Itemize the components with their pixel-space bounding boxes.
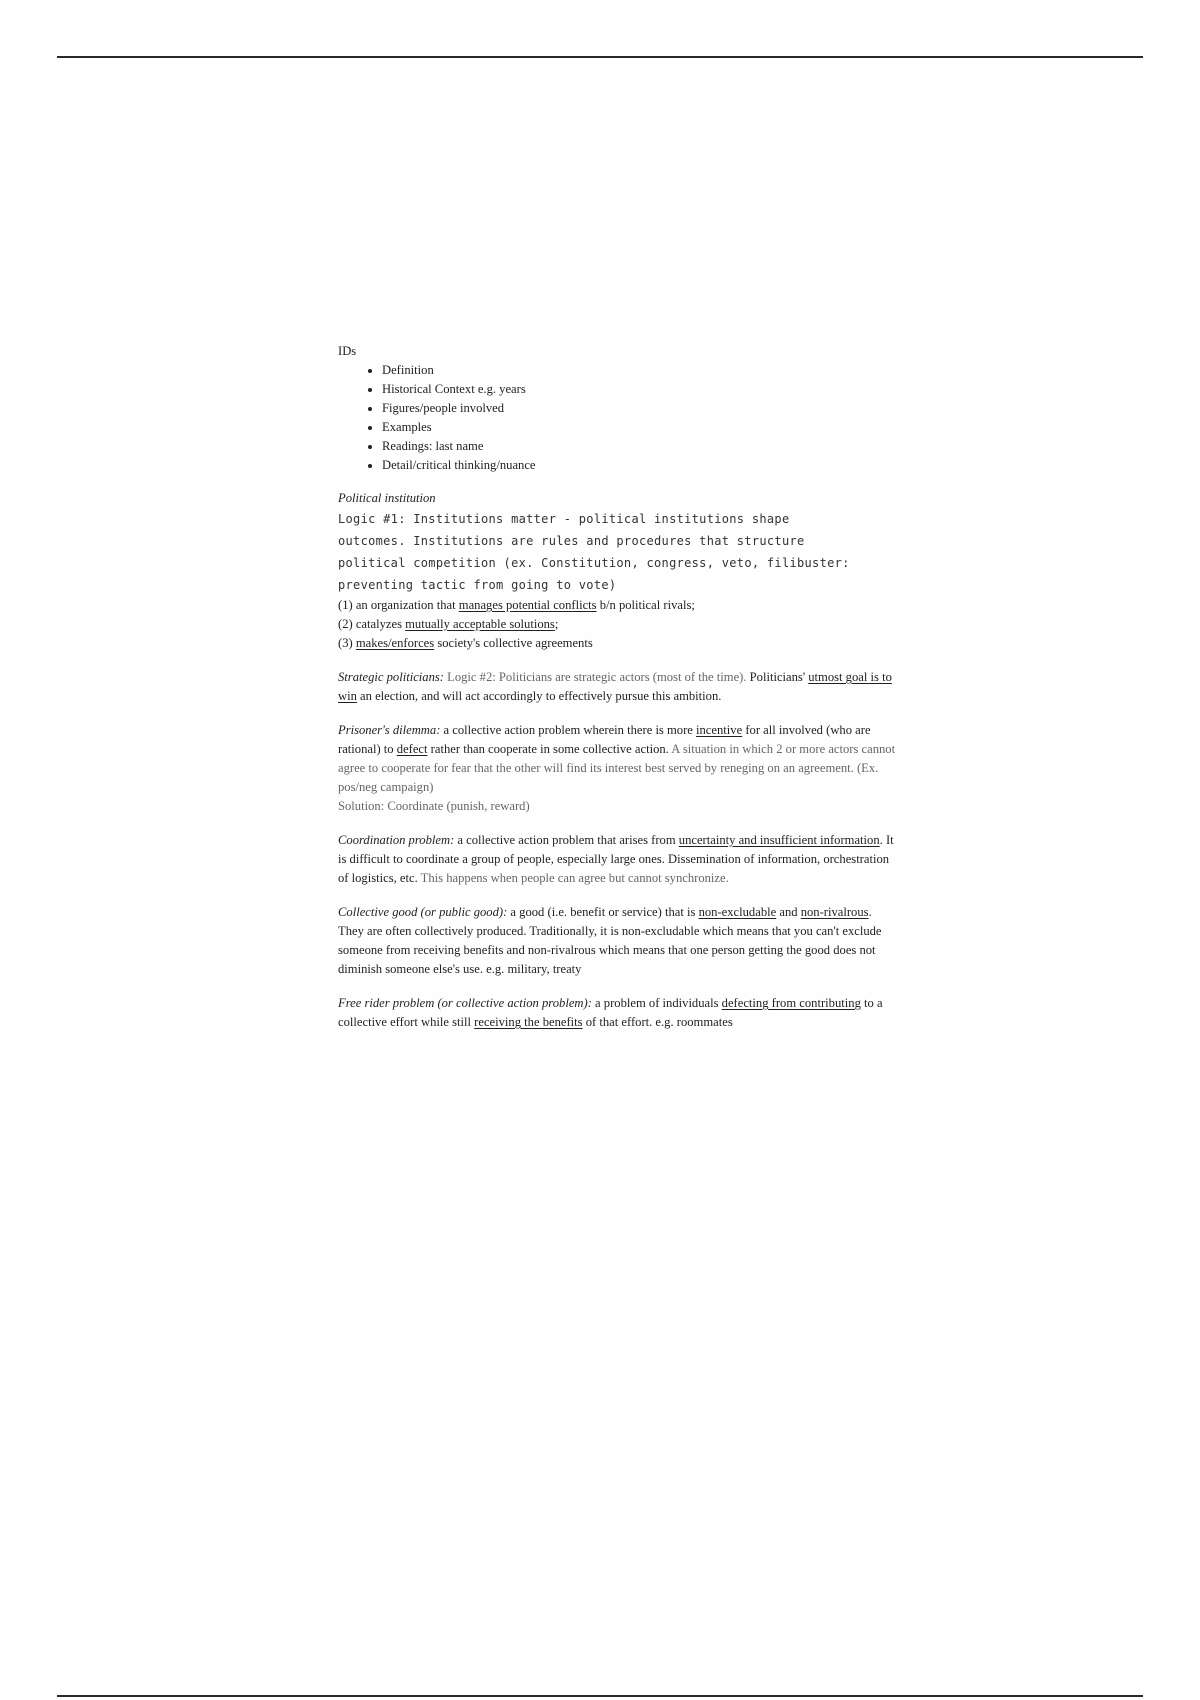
text: of that effort. e.g. roommates — [582, 1015, 733, 1029]
text: a good (i.e. benefit or service) that is — [507, 905, 699, 919]
underlined-text: utmost goal is to win — [338, 670, 892, 703]
term-free-rider: Free rider problem (or collective action problem): — [338, 996, 592, 1010]
coordination-problem-section — [338, 831, 898, 888]
underlined-text: manages potential conflicts — [458, 598, 597, 612]
underlined-text: defect — [396, 742, 428, 756]
logic-line: preventing tactic from going to vote) — [338, 578, 617, 592]
text: Politicians' — [746, 670, 806, 684]
underlined-text: incentive — [696, 723, 743, 737]
list-item: • Figures/people involved — [382, 399, 898, 418]
text: a collective action problem wherein there is more — [440, 723, 697, 737]
strategic-politicians-section — [338, 668, 898, 706]
text: and — [776, 905, 801, 919]
text: an election, and will act accordingly to effectively pursue this ambition. — [356, 689, 722, 703]
text: to a collective effort while still — [338, 996, 883, 1029]
institution-point-1 — [338, 596, 898, 615]
list-item: • Examples — [382, 418, 898, 437]
institution-point-3 — [338, 634, 898, 653]
list-item: • Historical Context e.g. years — [382, 380, 898, 399]
list-item: • Readings: last name — [382, 437, 898, 456]
text: rather than cooperate in some collective action. — [427, 742, 669, 756]
term-collective-good: Collective good (or public good): — [338, 905, 508, 919]
collective-good-section — [338, 903, 898, 979]
underlined-text: uncertainty and insufficient information — [678, 833, 880, 847]
free-rider-section — [338, 994, 898, 1032]
text: a problem of individuals — [591, 996, 722, 1010]
text: a collective action problem that arises from — [454, 833, 679, 847]
logic-1-block — [338, 508, 898, 596]
text: b/n political rivals; — [596, 598, 695, 612]
term-prisoners-dilemma: Prisoner's dilemma: — [338, 723, 441, 737]
text: . It is difficult to coordinate a group of people, especially large ones. Dissemination of information, orchestration of logistics, etc. — [338, 833, 894, 885]
list-item: • Definition — [382, 361, 898, 380]
text: Logic #2: Politicians are strategic actors (most of the time). — [443, 670, 747, 684]
underlined-text: non-rivalrous — [800, 905, 869, 919]
text: (1) an organization that — [338, 598, 459, 612]
text: . They are often collectively produced. Traditionally, it is non-excludable which means that you can't exclude someone from receiving benefits and non-rivalrous which means that one person getting the good does not diminish someone else's use. e.g. military, treaty — [338, 905, 882, 976]
text: society's collective agreements — [434, 636, 593, 650]
underlined-text: receiving the benefits — [474, 1015, 583, 1029]
underlined-text: mutually acceptable solutions — [405, 617, 555, 631]
logic-line: Logic #1: Institutions matter - political institutions shape — [338, 512, 790, 526]
underlined-text: non-excludable — [698, 905, 777, 919]
term-coordination-problem: Coordination problem: — [338, 833, 455, 847]
logic-line: outcomes. Institutions are rules and procedures that structure — [338, 534, 805, 548]
term-political-institution: Political institution — [338, 491, 436, 505]
term-strategic-politicians: Strategic politicians: — [338, 670, 444, 684]
underlined-text: makes/enforces — [355, 636, 435, 650]
political-institution-section — [338, 489, 898, 653]
text: (2) catalyzes — [338, 617, 406, 631]
top-rule — [57, 56, 1143, 58]
text: (3) — [338, 636, 356, 650]
prisoners-dilemma-section — [338, 721, 898, 816]
ids-list — [338, 361, 898, 475]
institution-point-2 — [338, 615, 898, 634]
logic-line: political competition (ex. Constitution, congress, veto, filibuster: — [338, 556, 850, 570]
notes-content — [338, 342, 898, 1047]
bottom-rule — [57, 1695, 1143, 1697]
text: for all involved (who are rational) to — [338, 723, 871, 756]
text: A situation in which 2 or more actors cannot agree to cooperate for fear that the other will find its interest best served by reneging on an agreement. (Ex. pos/neg campaign) — [338, 742, 896, 794]
prisoners-dilemma-text — [338, 721, 898, 797]
ids-title: IDs — [338, 344, 357, 358]
underlined-text: defecting from contributing — [721, 996, 861, 1010]
text: This happens when people can agree but cannot synchronize. — [417, 871, 729, 885]
text: ; — [554, 617, 559, 631]
list-item: • Detail/critical thinking/nuance — [382, 456, 898, 475]
prisoners-solution: Solution: Coordinate (punish, reward) — [338, 799, 530, 813]
